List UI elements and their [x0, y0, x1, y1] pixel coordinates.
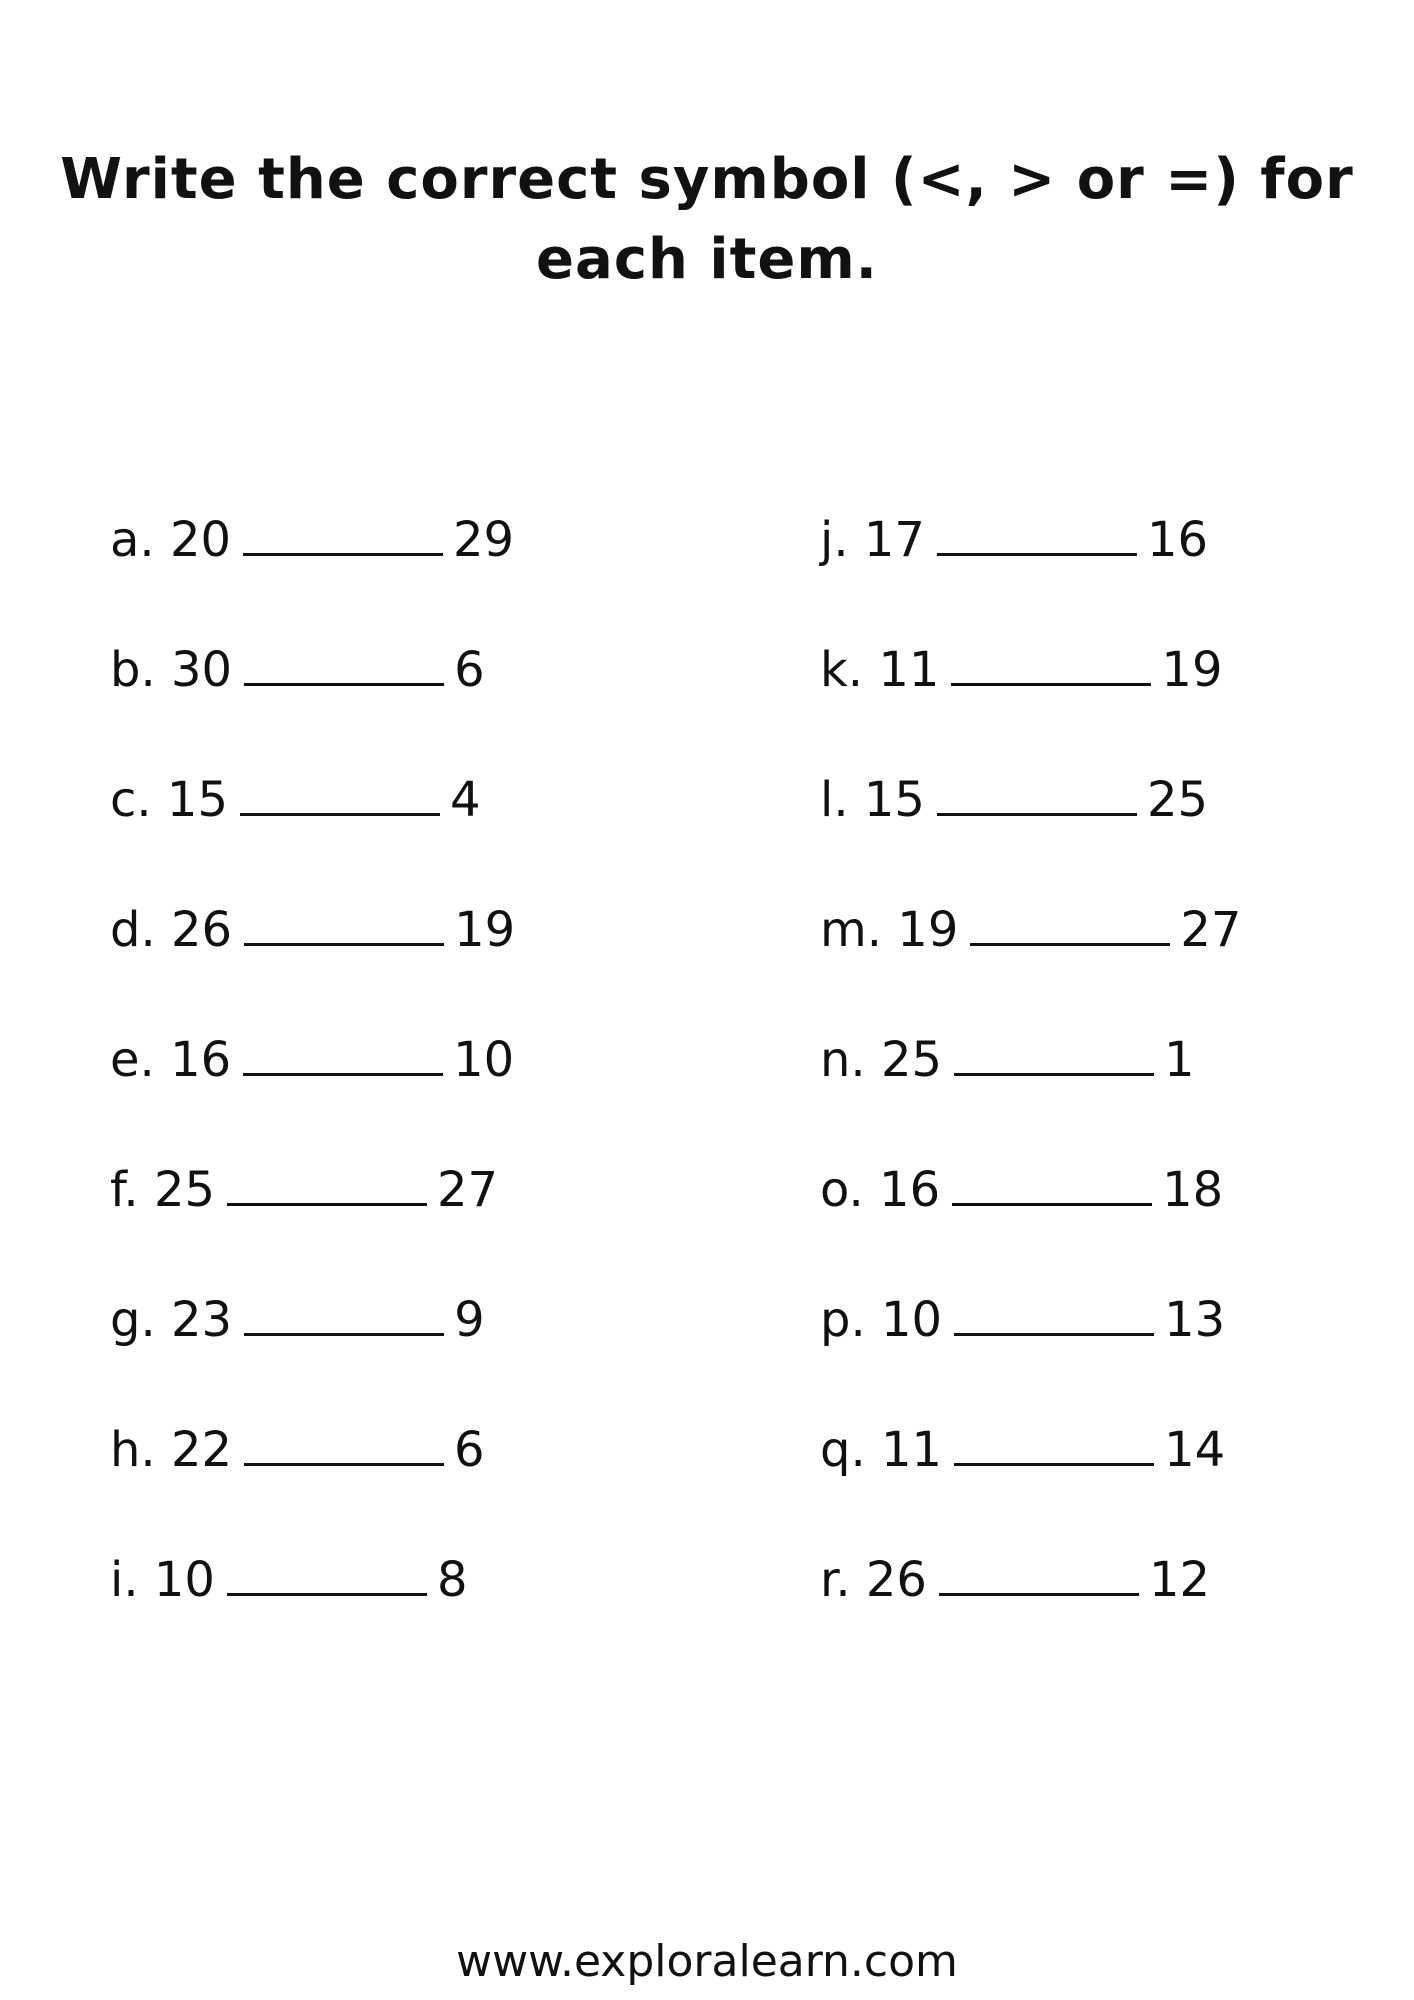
item-label: o. — [820, 1162, 864, 1218]
right-number: 27 — [1180, 902, 1242, 958]
left-number: 25 — [880, 1032, 943, 1088]
comparison-item-r — [820, 1550, 1210, 1610]
item-label: p. — [820, 1292, 866, 1348]
right-number: 6 — [454, 1422, 485, 1478]
left-number: 10 — [153, 1552, 215, 1608]
comparison-item-o — [820, 1160, 1223, 1220]
left-number: 15 — [863, 772, 925, 828]
left-number: 15 — [166, 772, 228, 828]
left-number: 10 — [881, 1292, 943, 1348]
answer-blank[interactable] — [937, 813, 1137, 816]
right-number: 19 — [1161, 642, 1223, 698]
right-number: 29 — [453, 512, 515, 568]
comparison-item-p — [820, 1290, 1225, 1350]
item-label: e. — [110, 1032, 155, 1088]
right-number: 16 — [1146, 512, 1209, 568]
footer-website: www.exploralearn.com — [456, 1936, 958, 1987]
item-label: b. — [110, 642, 156, 698]
answer-blank[interactable] — [954, 1073, 1154, 1076]
item-label: h. — [110, 1422, 156, 1478]
item-label: f. — [110, 1162, 139, 1218]
comparison-item-q — [820, 1420, 1225, 1480]
left-number: 26 — [865, 1552, 927, 1608]
item-label: d. — [110, 902, 156, 958]
left-number: 20 — [169, 512, 232, 568]
left-number: 16 — [170, 1032, 232, 1088]
item-label: n. — [820, 1032, 866, 1088]
item-label: g. — [110, 1292, 156, 1348]
answer-blank[interactable] — [240, 813, 440, 816]
comparison-item-a — [110, 510, 514, 570]
item-label: c. — [110, 772, 152, 828]
comparison-item-i — [110, 1550, 467, 1610]
item-label: l. — [820, 772, 849, 828]
right-number: 18 — [1162, 1162, 1224, 1218]
left-number: 30 — [171, 642, 233, 698]
instructions-heading: Write the correct symbol (<, > or =) for each item. — [60, 147, 1354, 292]
item-label: a. — [110, 512, 155, 568]
comparison-item-k — [820, 640, 1222, 700]
right-number: 13 — [1164, 1292, 1226, 1348]
answer-blank[interactable] — [954, 1333, 1154, 1336]
answer-blank[interactable] — [243, 553, 443, 556]
comparison-item-m — [820, 900, 1241, 960]
right-number: 1 — [1164, 1032, 1195, 1088]
comparison-item-l — [820, 770, 1208, 830]
item-label: j. — [820, 512, 849, 568]
left-number: 17 — [863, 512, 925, 568]
answer-blank[interactable] — [227, 1593, 427, 1596]
answer-blank[interactable] — [243, 1073, 443, 1076]
answer-blank[interactable] — [244, 683, 444, 686]
answer-blank[interactable] — [244, 1333, 444, 1336]
right-number: 6 — [454, 642, 485, 698]
right-number: 9 — [454, 1292, 485, 1348]
item-label: q. — [820, 1422, 866, 1478]
comparison-item-b — [110, 640, 485, 700]
item-label: r. — [820, 1552, 851, 1608]
answer-blank[interactable] — [227, 1203, 427, 1206]
right-number: 27 — [437, 1162, 499, 1218]
right-number: 19 — [454, 902, 516, 958]
left-number: 19 — [897, 902, 959, 958]
comparison-item-f — [110, 1160, 498, 1220]
right-number: 4 — [450, 772, 481, 828]
item-label: m. — [820, 902, 883, 958]
left-number: 26 — [171, 902, 233, 958]
comparison-item-c — [110, 770, 481, 830]
item-label: i. — [110, 1552, 139, 1608]
answer-blank[interactable] — [244, 943, 444, 946]
comparison-item-e — [110, 1030, 514, 1090]
answer-blank[interactable] — [970, 943, 1170, 946]
answer-blank[interactable] — [937, 553, 1137, 556]
left-number: 22 — [170, 1422, 233, 1478]
answer-blank[interactable] — [244, 1463, 444, 1466]
right-number: 10 — [453, 1032, 515, 1088]
comparison-item-d — [110, 900, 515, 960]
item-label: k. — [820, 642, 864, 698]
right-number: 14 — [1164, 1422, 1226, 1478]
left-number: 11 — [881, 1422, 943, 1478]
comparison-item-n — [820, 1030, 1195, 1090]
right-number: 12 — [1148, 1552, 1211, 1608]
right-number: 25 — [1146, 772, 1209, 828]
left-number: 16 — [879, 1162, 941, 1218]
answer-blank[interactable] — [954, 1463, 1154, 1466]
left-number: 11 — [878, 642, 940, 698]
answer-blank[interactable] — [952, 1203, 1152, 1206]
comparison-item-g — [110, 1290, 485, 1350]
comparison-item-j — [820, 510, 1208, 570]
answer-blank[interactable] — [951, 683, 1151, 686]
answer-blank[interactable] — [939, 1593, 1139, 1596]
left-number: 23 — [171, 1292, 233, 1348]
comparison-item-h — [110, 1420, 485, 1480]
right-number: 8 — [436, 1552, 468, 1608]
left-number: 25 — [153, 1162, 216, 1218]
